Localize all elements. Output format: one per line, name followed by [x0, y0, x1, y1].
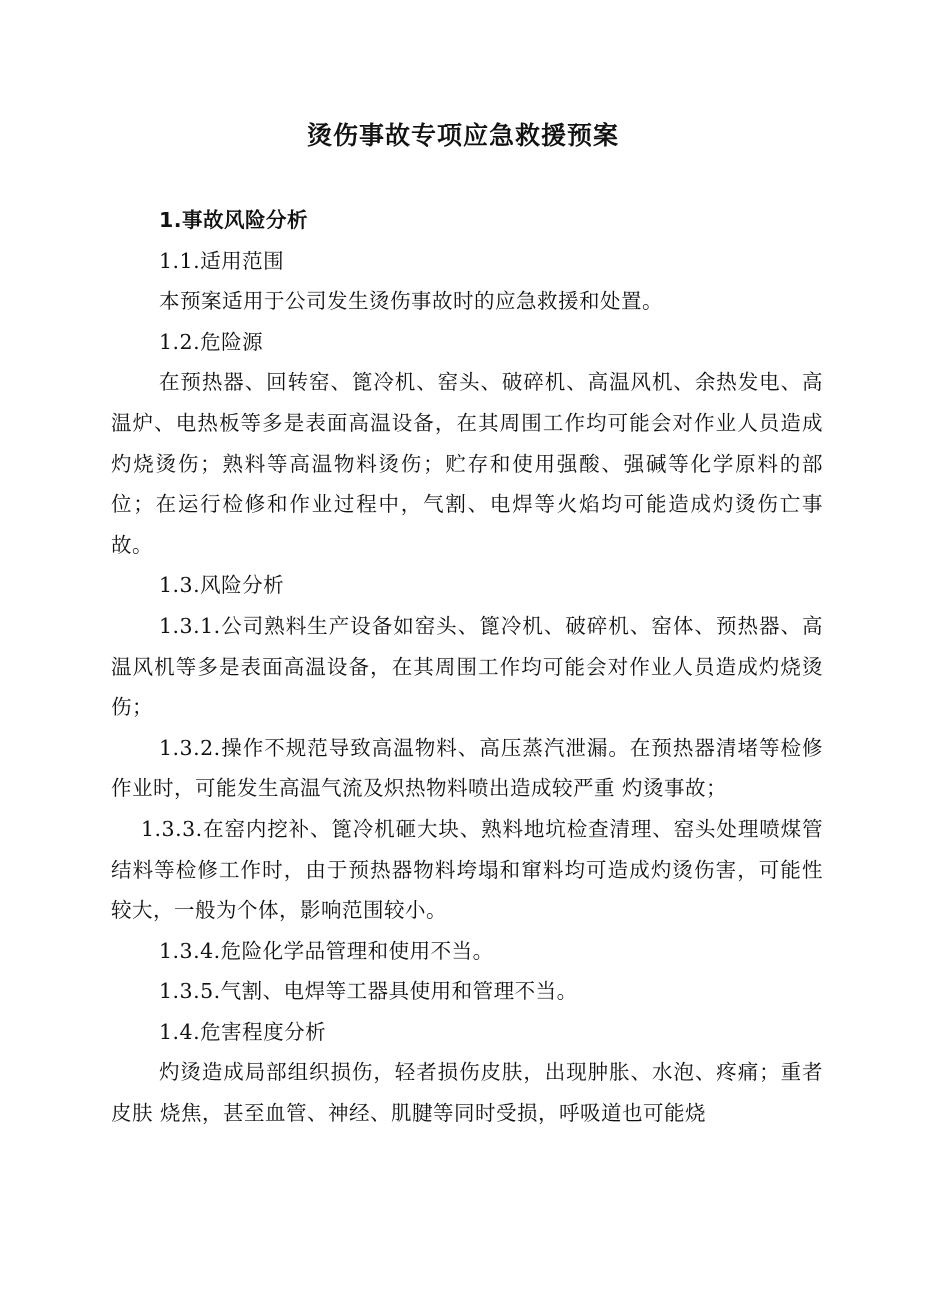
- section-heading: 1.事故风险分析: [159, 208, 309, 232]
- subsection-heading: 1.2.危险源: [159, 329, 264, 354]
- paragraph: 1.3.2.操作不规范导致高温物料、高压蒸汽泄漏。在预热器清堵等检修作业时，可能发生高温气流及炽热物料喷出造成较严重 灼烫事故；: [111, 735, 823, 801]
- paragraph: 1.3.5.气割、电焊等工器具使用和管理不当。: [159, 979, 578, 1004]
- document-body: [111, 200, 823, 1134]
- subsection-heading: 1.4.危害程度分析: [159, 1019, 327, 1044]
- paragraph: 在预热器、回转窑、篦冷机、窑头、破碎机、高温风机、余热发电、高温炉、电热板等多是表面高温设备，在其周围工作均可能会对作业人员造成灼烧烫伤；熟料等高温物料烫伤；贮存和使用强酸、强碱等化学原料的部位；在运行检修和作业过程中，气割、电焊等火焰均可能造成灼烫伤亡事故。: [111, 370, 823, 557]
- paragraph: 灼烫造成局部组织损伤，轻者损伤皮肤，出现肿胀、水泡、疼痛；重者皮肤 烧焦，甚至血管、神经、肌腱等同时受损，呼吸道也可能烧: [111, 1060, 823, 1126]
- paragraph: 1.3.1.公司熟料生产设备如窑头、篦冷机、破碎机、窑体、预热器、高温风机等多是表面高温设备，在其周围工作均可能会对作业人员造成灼烧烫伤；: [111, 613, 823, 720]
- subsection-heading: 1.3.风险分析: [159, 573, 285, 598]
- paragraph: 1.3.3.在窑内挖补、篦冷机砸大块、熟料地坑检查清理、窑头处理喷煤管结料等检修工作时，由于预热器物料垮塌和窜料均可造成灼烫伤害，可能性较大，一般为个体，影响范围较小。: [111, 816, 823, 923]
- document-title: 烫伤事故专项应急救援预案: [306, 121, 619, 150]
- subsection-heading: 1.1.适用范围: [159, 248, 285, 273]
- paragraph: 本预案适用于公司发生烫伤事故时的应急救援和处置。: [159, 289, 663, 314]
- paragraph: 1.3.4.危险化学品管理和使用不当。: [159, 938, 494, 963]
